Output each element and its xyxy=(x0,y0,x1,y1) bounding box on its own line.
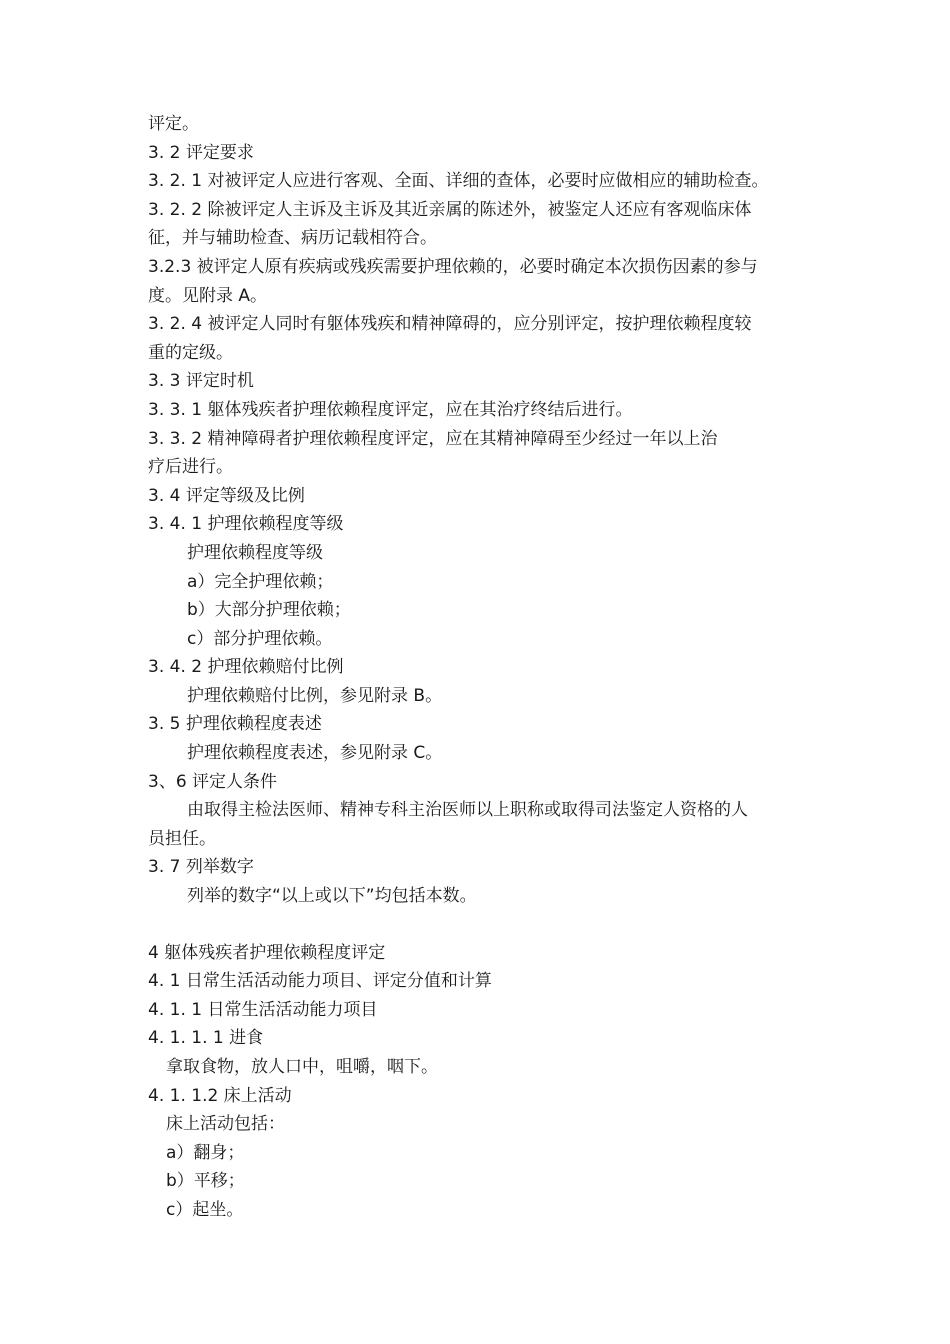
list-item: c）起坐。 xyxy=(166,1199,244,1220)
paragraph-gap xyxy=(148,911,848,939)
clause-continuation: 度。见附录 A。 xyxy=(148,285,268,306)
indented-text: 护理依赖程度等级 xyxy=(187,542,323,563)
clause: 3. 3. 1 躯体残疾者护理依赖程度评定，应在其治疗终结后进行。 xyxy=(148,399,633,420)
section-heading: 3、6 评定人条件 xyxy=(148,771,278,792)
section-heading: 3. 7 列举数字 xyxy=(148,857,254,878)
clause-continuation: 征，并与辅助检查、病历记载相符合。 xyxy=(148,228,437,249)
document-body xyxy=(148,110,848,1225)
clause-continuation: 疗后进行。 xyxy=(148,457,233,478)
clause-continuation: 重的定级。 xyxy=(148,342,233,363)
clause: 3. 2. 1 对被评定人应进行客观、全面、详细的查体，必要时应做相应的辅助检查。 xyxy=(148,171,769,192)
section-heading: 4. 1 日常生活活动能力项目、评定分值和计算 xyxy=(148,971,492,992)
clause: 4. 1. 1. 1 进食 xyxy=(148,1028,264,1049)
indented-text: 床上活动包括： xyxy=(166,1114,285,1135)
clause: 4. 1. 1 日常生活活动能力项目 xyxy=(148,999,378,1020)
clause: 3. 2. 4 被评定人同时有躯体残疾和精神障碍的，应分别评定，按护理依赖程度较 xyxy=(148,314,752,335)
section-heading: 3. 5 护理依赖程度表述 xyxy=(148,714,322,735)
list-item: a）翻身； xyxy=(166,1142,245,1163)
section-heading: 3. 4 评定等级及比例 xyxy=(148,485,305,506)
clause: 3. 2. 2 除被评定人主诉及主诉及其近亲属的陈述外，被鉴定人还应有客观临床体 xyxy=(148,199,752,220)
indented-text: 拿取食物，放人口中，咀嚼，咽下。 xyxy=(166,1057,438,1077)
section-heading: 3. 3 评定时机 xyxy=(148,371,254,392)
list-item: c）部分护理依赖。 xyxy=(187,628,333,649)
indented-text: 由取得主检法医师、精神专科主治医师以上职称或取得司法鉴定人资格的人 xyxy=(187,800,748,821)
section-heading: 3. 2 评定要求 xyxy=(148,142,254,163)
chapter-heading: 4 躯体残疾者护理依赖程度评定 xyxy=(148,942,386,963)
indented-text: 护理依赖程度表述，参见附录 C。 xyxy=(187,743,443,764)
clause: 3. 4. 1 护理依赖程度等级 xyxy=(148,514,344,535)
clause: 3. 3. 2 精神障碍者护理依赖程度评定，应在其精神障碍至少经过一年以上治 xyxy=(148,428,718,449)
clause: 4. 1. 1.2 床上活动 xyxy=(148,1085,292,1106)
indented-text: 护理依赖赔付比例，参见附录 B。 xyxy=(187,685,443,706)
clause: 3. 4. 2 护理依赖赔付比例 xyxy=(148,657,344,678)
list-item: b）大部分护理依赖； xyxy=(187,600,351,621)
clause-continuation: 员担任。 xyxy=(148,828,216,849)
text-line: 评定。 xyxy=(148,114,199,134)
list-item: a）完全护理依赖； xyxy=(187,571,334,592)
indented-text: 列举的数字“以上或以下”均包括本数。 xyxy=(187,886,477,907)
clause: 3.2.3 被评定人原有疾病或残疾需要护理依赖的，必要时确定本次损伤因素的参与 xyxy=(148,256,758,277)
list-item: b）平移； xyxy=(166,1171,245,1192)
